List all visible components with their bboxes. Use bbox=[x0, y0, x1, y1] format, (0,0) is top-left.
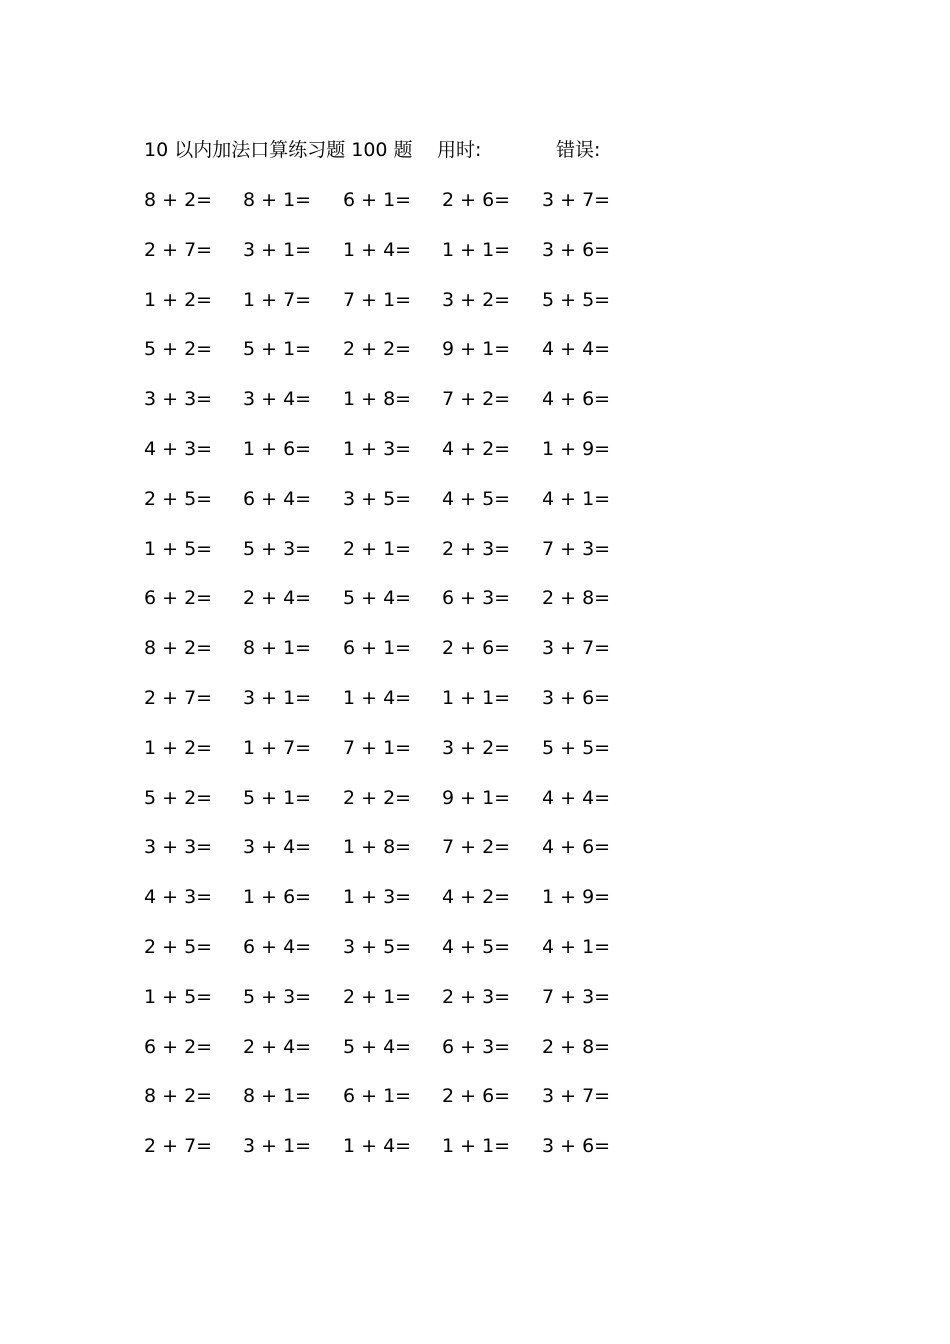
problem-row bbox=[0, 237, 950, 287]
addition-problem: 1 + 5= bbox=[144, 985, 213, 1008]
problem-row bbox=[0, 187, 950, 237]
addition-problem: 2 + 6= bbox=[442, 189, 511, 211]
addition-problem: 1 + 4= bbox=[343, 686, 412, 709]
addition-problem: 9 + 1= bbox=[442, 338, 511, 361]
addition-problem: 2 + 8= bbox=[542, 587, 611, 610]
addition-problem: 6 + 1= bbox=[343, 1085, 412, 1108]
problem-row bbox=[0, 536, 950, 586]
problem-row bbox=[0, 436, 950, 486]
addition-problem: 1 + 1= bbox=[442, 238, 511, 261]
addition-problem: 5 + 5= bbox=[542, 736, 611, 759]
addition-problem: 3 + 2= bbox=[442, 288, 511, 311]
addition-problem: 4 + 3= bbox=[144, 886, 213, 909]
time-used-label: 用时: bbox=[437, 139, 482, 161]
addition-problem: 4 + 3= bbox=[144, 437, 213, 460]
addition-problem: 2 + 7= bbox=[144, 1135, 213, 1158]
addition-problem: 1 + 1= bbox=[442, 1135, 511, 1158]
addition-problem: 4 + 4= bbox=[542, 338, 611, 361]
addition-problem: 3 + 4= bbox=[243, 388, 312, 411]
problem-row bbox=[0, 934, 950, 984]
addition-problem: 1 + 6= bbox=[243, 886, 312, 909]
problem-row bbox=[0, 884, 950, 934]
addition-problem: 1 + 8= bbox=[343, 388, 412, 411]
addition-problem: 2 + 6= bbox=[442, 637, 511, 660]
addition-problem: 1 + 7= bbox=[243, 736, 312, 759]
problem-row bbox=[0, 834, 950, 884]
addition-problem: 5 + 5= bbox=[542, 288, 611, 311]
addition-problem: 4 + 6= bbox=[542, 388, 611, 411]
addition-problem: 2 + 3= bbox=[442, 537, 511, 560]
addition-problem: 3 + 1= bbox=[243, 1135, 312, 1158]
addition-problem: 9 + 1= bbox=[442, 786, 511, 809]
addition-problem: 2 + 7= bbox=[144, 686, 213, 709]
addition-problem: 1 + 6= bbox=[243, 437, 312, 460]
addition-problem: 2 + 2= bbox=[343, 338, 412, 361]
addition-problem: 3 + 2= bbox=[442, 736, 511, 759]
addition-problem: 3 + 3= bbox=[144, 836, 213, 859]
addition-problem: 3 + 5= bbox=[343, 487, 412, 510]
addition-problem: 1 + 2= bbox=[144, 736, 213, 759]
addition-problem: 3 + 6= bbox=[542, 1135, 611, 1158]
addition-problem: 2 + 2= bbox=[343, 786, 412, 809]
addition-problem: 3 + 7= bbox=[542, 637, 611, 660]
addition-problem: 4 + 2= bbox=[442, 886, 511, 909]
addition-problem: 5 + 3= bbox=[243, 985, 312, 1008]
problem-row bbox=[0, 486, 950, 536]
addition-problem: 5 + 2= bbox=[144, 338, 213, 361]
addition-problem: 1 + 3= bbox=[343, 886, 412, 909]
addition-problem: 3 + 6= bbox=[542, 238, 611, 261]
addition-problem: 2 + 4= bbox=[243, 1035, 312, 1058]
problem-row bbox=[0, 635, 950, 685]
addition-problem: 1 + 7= bbox=[243, 288, 312, 311]
addition-problem: 6 + 2= bbox=[144, 587, 213, 610]
addition-problem: 1 + 9= bbox=[542, 886, 611, 909]
addition-problem: 4 + 4= bbox=[542, 786, 611, 809]
addition-problem: 3 + 4= bbox=[243, 836, 312, 859]
addition-problem: 2 + 1= bbox=[343, 985, 412, 1008]
addition-problem: 1 + 1= bbox=[442, 686, 511, 709]
addition-problem: 8 + 2= bbox=[144, 189, 213, 211]
addition-problem: 1 + 4= bbox=[343, 238, 412, 261]
addition-problem: 7 + 3= bbox=[542, 985, 611, 1008]
addition-problem: 7 + 1= bbox=[343, 736, 412, 759]
addition-problem: 2 + 3= bbox=[442, 985, 511, 1008]
addition-problem: 4 + 1= bbox=[542, 935, 611, 958]
addition-problem: 3 + 3= bbox=[144, 388, 213, 411]
problem-row bbox=[0, 386, 950, 436]
addition-problem: 7 + 2= bbox=[442, 836, 511, 859]
addition-problem: 5 + 3= bbox=[243, 537, 312, 560]
addition-problem: 3 + 7= bbox=[542, 189, 611, 211]
addition-problem: 1 + 4= bbox=[343, 1135, 412, 1158]
addition-problem: 3 + 1= bbox=[243, 686, 312, 709]
addition-problem: 3 + 1= bbox=[243, 238, 312, 261]
addition-problem: 2 + 4= bbox=[243, 587, 312, 610]
errors-label: 错误: bbox=[556, 139, 601, 161]
addition-problem: 6 + 1= bbox=[343, 189, 412, 211]
addition-problem: 1 + 9= bbox=[542, 437, 611, 460]
problem-row bbox=[0, 1034, 950, 1084]
addition-problem: 3 + 6= bbox=[542, 686, 611, 709]
addition-problem: 5 + 1= bbox=[243, 786, 312, 809]
addition-problem: 6 + 1= bbox=[343, 637, 412, 660]
worksheet-header bbox=[0, 137, 950, 163]
addition-problem: 2 + 1= bbox=[343, 537, 412, 560]
addition-problem: 2 + 8= bbox=[542, 1035, 611, 1058]
addition-problem: 6 + 2= bbox=[144, 1035, 213, 1058]
addition-problem: 6 + 4= bbox=[243, 487, 312, 510]
addition-problem: 4 + 2= bbox=[442, 437, 511, 460]
addition-problem: 3 + 5= bbox=[343, 935, 412, 958]
addition-problem: 7 + 3= bbox=[542, 537, 611, 560]
addition-problem: 5 + 1= bbox=[243, 338, 312, 361]
addition-problem: 8 + 1= bbox=[243, 1085, 312, 1108]
problem-row bbox=[0, 984, 950, 1034]
problem-row bbox=[0, 1133, 950, 1183]
addition-problem: 1 + 8= bbox=[343, 836, 412, 859]
problem-row bbox=[0, 585, 950, 635]
addition-problem: 7 + 2= bbox=[442, 388, 511, 411]
problem-row bbox=[0, 785, 950, 835]
addition-problem: 2 + 5= bbox=[144, 487, 213, 510]
addition-problem: 1 + 5= bbox=[144, 537, 213, 560]
addition-problem: 8 + 2= bbox=[144, 1085, 213, 1108]
addition-problem: 8 + 1= bbox=[243, 189, 312, 211]
addition-problem: 4 + 5= bbox=[442, 487, 511, 510]
problem-row bbox=[0, 685, 950, 735]
addition-problem: 6 + 3= bbox=[442, 587, 511, 610]
addition-problem: 2 + 5= bbox=[144, 935, 213, 958]
addition-problem: 7 + 1= bbox=[343, 288, 412, 311]
problem-row bbox=[0, 735, 950, 785]
problem-grid bbox=[0, 187, 950, 1183]
addition-problem: 3 + 7= bbox=[542, 1085, 611, 1108]
problem-row bbox=[0, 1083, 950, 1133]
addition-problem: 5 + 4= bbox=[343, 587, 412, 610]
addition-problem: 4 + 5= bbox=[442, 935, 511, 958]
problem-row bbox=[0, 336, 950, 386]
addition-problem: 8 + 2= bbox=[144, 637, 213, 660]
addition-problem: 6 + 4= bbox=[243, 935, 312, 958]
problem-row bbox=[0, 287, 950, 337]
addition-problem: 8 + 1= bbox=[243, 637, 312, 660]
addition-problem: 4 + 6= bbox=[542, 836, 611, 859]
addition-problem: 4 + 1= bbox=[542, 487, 611, 510]
addition-problem: 5 + 4= bbox=[343, 1035, 412, 1058]
addition-problem: 1 + 3= bbox=[343, 437, 412, 460]
worksheet-title: 10 以内加法口算练习题 100 题 bbox=[144, 139, 413, 161]
addition-problem: 6 + 3= bbox=[442, 1035, 511, 1058]
addition-problem: 1 + 2= bbox=[144, 288, 213, 311]
addition-problem: 2 + 6= bbox=[442, 1085, 511, 1108]
addition-problem: 5 + 2= bbox=[144, 786, 213, 809]
addition-problem: 2 + 7= bbox=[144, 238, 213, 261]
